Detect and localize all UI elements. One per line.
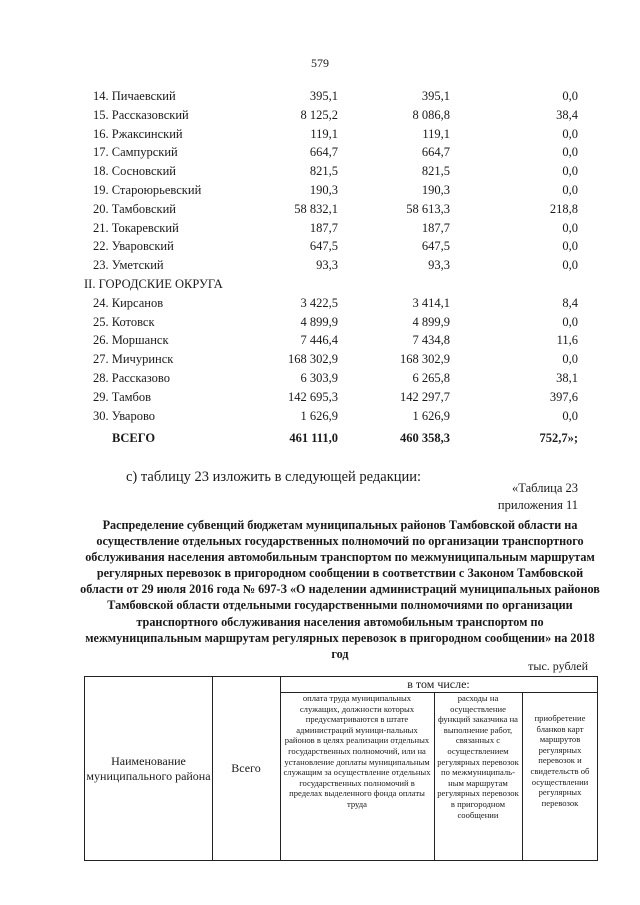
value-total: 821,5	[309, 164, 338, 179]
list-item	[84, 407, 614, 426]
value-total: 142 695,3	[288, 389, 338, 404]
district-name: 23. Уметский	[93, 258, 164, 273]
list-item	[84, 125, 614, 144]
value-total: 3 422,5	[300, 295, 338, 310]
value-2: 647,5	[421, 239, 450, 254]
value-3: 0,0	[562, 164, 578, 179]
list-item	[84, 331, 614, 350]
value-total: 6 303,9	[300, 370, 338, 385]
value-total: 168 302,9	[288, 352, 338, 367]
value-3: 0,0	[562, 258, 578, 273]
district-name: 16. Ржаксинский	[93, 126, 183, 141]
total-row	[84, 425, 614, 451]
header-table	[84, 676, 598, 861]
column-header-name: Наименование муниципального района	[86, 753, 211, 783]
district-name: 18. Сосновский	[93, 164, 176, 179]
value-2: 93,3	[428, 258, 450, 273]
list-item	[84, 350, 614, 369]
value-3: 8,4	[562, 295, 578, 310]
section-heading	[84, 275, 614, 294]
value-total: 8 125,2	[300, 107, 338, 122]
value-2: 119,1	[422, 126, 450, 141]
district-name: 26. Моршанск	[93, 333, 169, 348]
value-2: 3 414,1	[412, 295, 450, 310]
value-total: 58 832,1	[294, 201, 338, 216]
list-item	[84, 237, 614, 256]
value-total: 1 626,9	[300, 408, 338, 423]
list-item	[84, 162, 614, 181]
value-2: 4 899,9	[412, 314, 450, 329]
district-name: 28. Рассказово	[93, 370, 170, 385]
divider	[434, 692, 435, 860]
district-name: 15. Рассказовский	[93, 107, 189, 122]
value-total: 395,1	[309, 89, 338, 103]
list-item	[84, 200, 614, 219]
value-2: 6 265,8	[412, 370, 450, 385]
district-name: 30. Уварово	[93, 408, 156, 423]
value-2: 142 297,7	[400, 389, 450, 404]
value-total: 4 899,9	[300, 314, 338, 329]
value-3: 0,0	[562, 220, 578, 235]
divider	[280, 677, 281, 860]
table-reference	[498, 480, 578, 514]
list-item	[84, 369, 614, 388]
value-3: 38,4	[556, 107, 578, 122]
section-heading-text: II. ГОРОДСКИЕ ОКРУГА	[84, 276, 223, 291]
list-item	[84, 294, 614, 313]
value-2: 168 302,9	[400, 352, 450, 367]
value-total: 190,3	[309, 182, 338, 197]
district-name: 25. Котовск	[93, 314, 155, 329]
value-2: 190,3	[421, 182, 450, 197]
district-name: 17. Сампурский	[93, 145, 178, 160]
district-name: 29. Тамбов	[93, 389, 152, 404]
value-2: 664,7	[421, 145, 450, 160]
list-item	[84, 143, 614, 162]
list-item	[84, 388, 614, 407]
column-header-total: Всего	[231, 761, 261, 775]
list-item	[84, 219, 614, 238]
value-3: 0,0	[562, 314, 578, 329]
value-2: 821,5	[421, 164, 450, 179]
value-total: 7 446,4	[300, 333, 338, 348]
list-item	[84, 313, 614, 332]
value-3: 0,0	[562, 182, 578, 197]
district-name: 21. Токаревский	[93, 220, 179, 235]
list-item	[84, 256, 614, 275]
column-header-route-cards: приобретение бланков карт маршрутов регулярных перевозок и свидетельств об осуществлении регулярных перевозок	[530, 713, 590, 808]
value-2: 395,1	[421, 89, 450, 103]
value-3: 397,6	[549, 389, 578, 404]
district-name: 27. Мичуринск	[93, 352, 174, 367]
value-total: 647,5	[309, 239, 338, 254]
list-item	[84, 106, 614, 125]
column-header-including: в том числе:	[407, 677, 470, 691]
column-header-customer-functions: расходы на осуществление функций заказчика на выполнение работ, связанных с осуществлением регулярных перевозок по межмуниципаль-ным маршрутам регулярных перевозок в пригородном сообщении	[437, 693, 519, 820]
value-2: 187,7	[421, 220, 450, 235]
value-total: 187,7	[309, 220, 338, 235]
value-3: 0,0	[562, 352, 578, 367]
list-item	[84, 181, 614, 200]
value-2: 7 434,8	[412, 333, 450, 348]
value-3: 38,1	[556, 370, 578, 385]
district-name: 14. Пичаевский	[93, 89, 176, 103]
total-value-2: 460 358,3	[400, 431, 450, 446]
column-header-salary: оплата труда муниципальных служащих, должности которых предусматриваются в штате администраций муници-пальных районов в целях реализации отдельных государственных полномочий, или на установление доплаты муниципальным служащим за осуществление отдельных государственных полномочий в пределах выделенного фонда оплаты труда	[283, 693, 431, 809]
total-value-3: 752,7»;	[539, 431, 578, 446]
district-name: 19. Староюрьевский	[93, 182, 202, 197]
value-3: 0,0	[562, 145, 578, 160]
page-number: 579	[311, 56, 329, 70]
table-reference-line-1: «Таблица 23	[512, 481, 578, 495]
value-total: 93,3	[316, 258, 338, 273]
value-2: 1 626,9	[412, 408, 450, 423]
district-name: 20. Тамбовский	[93, 201, 176, 216]
intro-paragraph: с) таблицу 23 изложить в следующей редакции:	[126, 469, 422, 485]
value-3: 218,8	[549, 201, 578, 216]
value-2: 8 086,8	[412, 107, 450, 122]
allocation-list	[84, 87, 614, 451]
value-3: 11,6	[556, 333, 578, 348]
value-2: 58 613,3	[406, 201, 450, 216]
divider	[522, 692, 523, 860]
total-label: ВСЕГО	[112, 431, 156, 446]
value-3: 0,0	[562, 239, 578, 254]
list-item	[84, 87, 614, 106]
units-label: тыс. рублей	[528, 659, 588, 673]
table-title: Распределение субвенций бюджетам муниципальных районов Тамбовской области на осуществление отдельных государственных полномочий по организации транспортного обслуживания населения автомобильным транспортом по межмуниципальным маршрутам регулярных перевозок в пригородном сообщении в соответствии с Законом Тамбовской области от 29 июля 2016 года № 697-З «О наделении администраций муниципальных районов Тамбовской области отдельными государственными полномочиями по организации транспортного обслуживания населения автомобильным транспортом по межмуниципальным маршрутам регулярных перевозок в пригородном сообщении» на 2018 год	[80, 518, 600, 661]
value-total: 664,7	[309, 145, 338, 160]
value-total: 119,1	[310, 126, 338, 141]
total-value: 461 111,0	[289, 431, 338, 446]
value-3: 0,0	[562, 126, 578, 141]
district-name: 22. Уваровский	[93, 239, 174, 254]
value-3: 0,0	[562, 89, 578, 103]
table-reference-line-2: приложения 11	[497, 498, 578, 512]
value-3: 0,0	[562, 408, 578, 423]
district-name: 24. Кирсанов	[93, 295, 164, 310]
